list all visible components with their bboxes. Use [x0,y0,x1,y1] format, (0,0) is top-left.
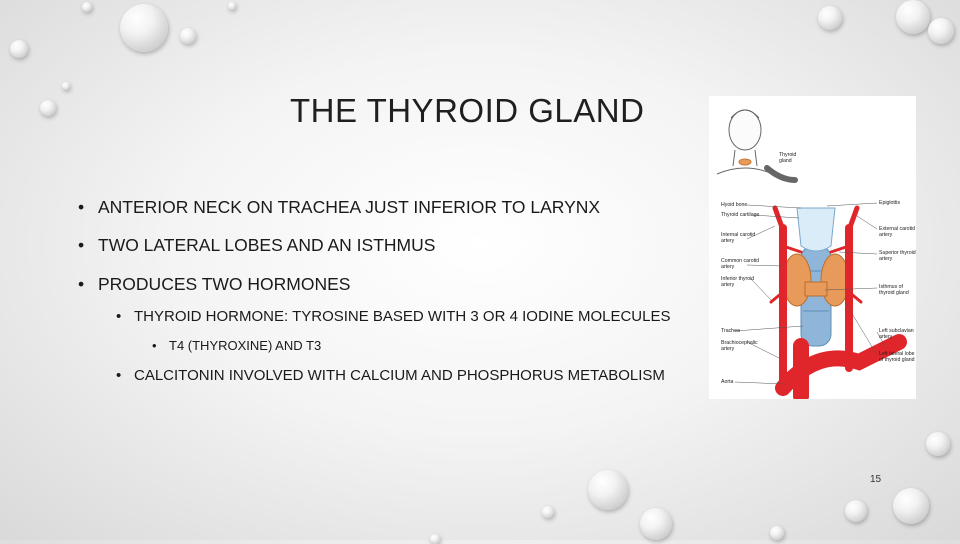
sub-bullet-item [116,308,670,325]
figure-label: artery [721,264,735,270]
thyroid-anatomy-figure [709,96,916,399]
figure-label: Trachea [721,328,740,334]
sub-bullet-item [116,367,665,384]
figure-label: Epiglottis [879,200,901,206]
figure-label: Internal carotid [721,232,756,238]
sub-bullet-text: THYROID HORMONE: TYROSINE BASED WITH 3 OR 4 IODINE MOLECULES [134,308,671,325]
bullet-text: TWO LATERAL LOBES AND AN ISTHMUS [98,235,436,255]
figure-label: Superior thyroid [879,250,916,256]
water-drop-decoration [588,470,628,510]
figure-label: artery [721,346,735,352]
figure-label: Hyoid bone [721,202,748,208]
figure-label: of thyroid gland [879,357,915,363]
water-drop-decoration [926,432,950,456]
water-drop-decoration [180,28,196,44]
water-drop-decoration [770,526,784,540]
water-drop-decoration [10,40,28,58]
sub-bullet-text: CALCITONIN INVOLVED WITH CALCIUM AND PHOSPHORUS METABOLISM [134,367,665,384]
sub-sub-bullet-text: T4 (THYROXINE) AND T3 [169,338,322,353]
bullet-glyph: • [116,367,122,384]
sub-sub-bullet-item [152,338,321,353]
water-drop-decoration [120,4,168,52]
head-sketch [717,110,773,174]
figure-label: Isthmus of [879,284,903,290]
figure-label: artery [879,232,893,238]
bullet-text: PRODUCES TWO HORMONES [98,274,351,294]
bullet-item [78,274,350,295]
figure-label: Inferior thyroid [721,276,755,282]
figure-label: Left subclavian [879,328,914,334]
water-drop-decoration [845,500,867,522]
water-drop-decoration [542,506,554,518]
thyroid-anatomy-illustration [709,96,916,399]
page-number: 15 [870,474,882,485]
figure-label: Brachiocephalic [721,340,758,346]
figure-label: artery [721,282,735,288]
water-drop-decoration [62,82,70,90]
figure-label: Thyroid cartilage [721,212,760,218]
bullet-text: ANTERIOR NECK ON TRACHEA JUST INFERIOR TO LARYNX [98,197,601,217]
bullet-glyph: • [152,338,157,353]
water-drop-decoration [928,18,954,44]
slide-title: THE THYROID GLAND [290,92,645,129]
water-drop-decoration [818,6,842,30]
bullet-glyph: • [116,308,122,325]
bullet-glyph: • [78,274,85,294]
water-drop-decoration [228,2,236,10]
figure-label: gland [779,158,792,164]
water-drop-decoration [40,100,56,116]
pointer-arrow [767,168,795,180]
bullet-glyph: • [78,235,85,255]
water-drop-decoration [896,0,930,34]
water-drop-decoration [430,534,440,544]
figure-label: Aorta [721,379,734,385]
bullet-item [78,197,600,218]
figure-label: Left lateral lobe [879,351,915,357]
thyroid-cartilage-shape [797,208,835,251]
figure-label: thyroid gland [879,290,909,296]
figure-label: Thyroid [779,152,797,158]
figure-label: Common carotid [721,258,760,264]
bullet-glyph: • [78,197,85,217]
figure-label: artery [879,334,893,340]
bullet-item [78,235,435,256]
water-drop-decoration [893,488,929,524]
water-drop-decoration [82,2,92,12]
figure-label: External carotid [879,226,916,232]
figure-label: artery [879,256,893,262]
water-drop-decoration [640,508,672,540]
figure-label: artery [721,238,735,244]
